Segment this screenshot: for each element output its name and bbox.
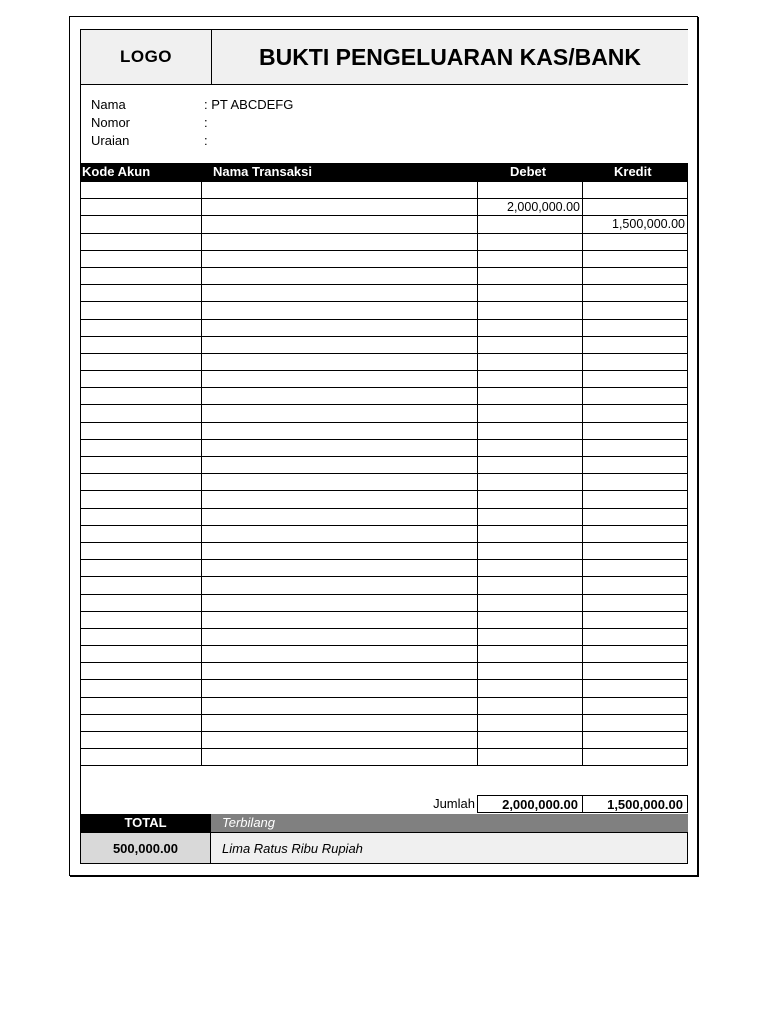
cell-kode[interactable] [81,560,202,577]
cell-nama[interactable] [202,319,478,336]
table-row [81,353,688,370]
page-title: BUKTI PENGELUARAN KAS/BANK [258,43,642,70]
cell-nama[interactable] [202,560,478,577]
table-row [81,611,688,628]
jumlah-kredit: 1,500,000.00 [582,795,688,813]
cell-debet[interactable] [478,542,583,559]
cell-nama[interactable] [202,680,478,697]
cell-debet[interactable] [478,233,583,250]
table-row [81,577,688,594]
cell-kredit[interactable] [583,439,688,456]
cell-kredit[interactable] [583,182,688,199]
cell-kredit[interactable] [583,611,688,628]
table-row [81,749,688,766]
cell-nama[interactable] [202,577,478,594]
cell-kode[interactable] [81,474,202,491]
cell-nama[interactable] [202,714,478,731]
cell-debet[interactable] [478,250,583,267]
cell-kode[interactable] [81,542,202,559]
table-row [81,319,688,336]
cell-kode[interactable] [81,405,202,422]
cell-debet[interactable] [478,646,583,663]
cell-kredit[interactable] [583,577,688,594]
cell-debet[interactable] [478,267,583,284]
cell-debet[interactable] [478,336,583,353]
cell-nama[interactable] [202,388,478,405]
cell-nama[interactable] [202,628,478,645]
table-row [81,732,688,749]
table-row [81,439,688,456]
cell-nama[interactable] [202,594,478,611]
table-header [80,163,688,181]
cell-debet[interactable] [478,611,583,628]
table-row [81,680,688,697]
cell-kode[interactable] [81,680,202,697]
cell-nama[interactable] [202,336,478,353]
cell-kredit[interactable] [583,714,688,731]
cell-nama[interactable] [202,233,478,250]
table-row [81,302,688,319]
cell-kode[interactable] [81,319,202,336]
cell-kredit[interactable] [583,749,688,766]
cell-nama[interactable] [202,491,478,508]
cell-kode[interactable] [81,714,202,731]
column-header-kredit: Kredit [614,164,652,179]
cell-kode[interactable] [81,250,202,267]
table-row [81,405,688,422]
cell-nama[interactable] [202,353,478,370]
cell-kredit[interactable] [583,732,688,749]
table-row [81,250,688,267]
cell-kredit[interactable] [583,336,688,353]
cell-kode[interactable] [81,663,202,680]
total-label: TOTAL [80,814,211,832]
table-row [81,474,688,491]
table-row [81,457,688,474]
cell-kode[interactable] [81,267,202,284]
cell-debet[interactable] [478,457,583,474]
cell-kode[interactable] [81,371,202,388]
cell-debet[interactable] [478,525,583,542]
cell-kode[interactable] [81,457,202,474]
column-header-kode: Kode Akun [82,164,151,179]
cell-kredit[interactable] [583,525,688,542]
cell-debet[interactable] [478,680,583,697]
voucher-header [80,29,688,85]
cell-debet[interactable] [478,577,583,594]
cell-kredit[interactable] [583,405,688,422]
cell-kredit[interactable] [583,371,688,388]
jumlah-debet: 2,000,000.00 [477,795,583,813]
terbilang-value: Lima Ratus Ribu Rupiah [211,832,688,864]
jumlah-label: Jumlah [433,796,475,811]
cell-kredit[interactable] [583,353,688,370]
cell-kode[interactable] [81,611,202,628]
cell-nama[interactable] [202,199,478,216]
column-header-debet: Debet [510,164,547,179]
cell-nama[interactable] [202,267,478,284]
cell-debet[interactable] [478,732,583,749]
cell-nama[interactable] [202,525,478,542]
cell-kode[interactable] [81,646,202,663]
cell-kredit[interactable] [583,422,688,439]
table-row [81,491,688,508]
cell-kode[interactable] [81,439,202,456]
cell-debet[interactable] [478,628,583,645]
cell-nama[interactable] [202,508,478,525]
cell-kredit[interactable] [583,542,688,559]
cell-kode[interactable] [81,697,202,714]
cell-debet[interactable] [478,663,583,680]
table-row [81,646,688,663]
cell-nama[interactable] [202,663,478,680]
cell-nama[interactable] [202,646,478,663]
total-value: 500,000.00 [80,832,211,864]
cell-debet[interactable] [478,319,583,336]
info-label: Nomor [91,115,131,130]
table-row [81,525,688,542]
cell-kode[interactable] [81,491,202,508]
cell-debet[interactable] [478,439,583,456]
cell-kode[interactable] [81,577,202,594]
cell-kredit[interactable] [583,663,688,680]
cell-nama[interactable] [202,216,478,233]
table-row [81,628,688,645]
table-row [81,388,688,405]
cell-kode[interactable] [81,233,202,250]
cell-nama[interactable] [202,302,478,319]
cell-kredit[interactable] [583,474,688,491]
cell-nama[interactable] [202,697,478,714]
cell-debet[interactable] [478,371,583,388]
cell-debet[interactable] [478,749,583,766]
cell-kredit[interactable] [583,457,688,474]
logo: LOGO [81,30,212,84]
cell-kode[interactable] [81,388,202,405]
table-row [81,422,688,439]
info-label: Nama [91,97,126,112]
cell-nama[interactable] [202,542,478,559]
cell-kredit[interactable] [583,697,688,714]
cell-kredit[interactable] [583,250,688,267]
cell-debet[interactable] [478,388,583,405]
cell-nama[interactable] [202,371,478,388]
cell-kode[interactable] [81,628,202,645]
cell-kode[interactable] [81,199,202,216]
cell-kode[interactable] [81,216,202,233]
cell-kredit[interactable] [583,646,688,663]
table-row [81,285,688,302]
cell-debet[interactable] [478,491,583,508]
cell-kode[interactable] [81,525,202,542]
cell-kredit[interactable] [583,560,688,577]
cell-kredit[interactable] [583,491,688,508]
cell-debet[interactable] [478,302,583,319]
info-label: Uraian [91,133,130,148]
cell-nama[interactable] [202,457,478,474]
cell-kode[interactable] [81,732,202,749]
cell-nama[interactable] [202,405,478,422]
cell-debet[interactable] [478,508,583,525]
cell-nama[interactable] [202,182,478,199]
table-row [81,336,688,353]
table-row [81,594,688,611]
cell-kode[interactable] [81,594,202,611]
cell-debet[interactable] [478,285,583,302]
cell-debet[interactable] [478,714,583,731]
cell-nama[interactable] [202,732,478,749]
cell-kode[interactable] [81,336,202,353]
table-row [81,371,688,388]
cell-debet[interactable] [478,182,583,199]
table-row [81,233,688,250]
table-row [81,663,688,680]
cell-debet[interactable] [478,560,583,577]
cell-kredit[interactable] [583,508,688,525]
cell-kode[interactable] [81,422,202,439]
cell-kode[interactable] [81,302,202,319]
cell-debet[interactable] [478,594,583,611]
cell-kredit[interactable] [583,199,688,216]
cell-nama[interactable] [202,439,478,456]
table-row [81,199,688,216]
cell-debet[interactable] [478,216,583,233]
cell-kredit[interactable] [583,680,688,697]
cell-debet[interactable] [478,697,583,714]
cell-debet[interactable] [478,353,583,370]
cell-debet[interactable] [478,422,583,439]
table-row [81,542,688,559]
cell-nama[interactable] [202,749,478,766]
cell-kredit[interactable] [583,628,688,645]
table-row [81,508,688,525]
cell-kode[interactable] [81,182,202,199]
transaction-table [80,181,688,766]
cell-nama[interactable] [202,250,478,267]
info-value: : [204,133,208,148]
jumlah-row [80,795,687,813]
cell-debet[interactable] [478,405,583,422]
cell-kredit[interactable] [583,302,688,319]
table-row [81,216,688,233]
table-row [81,560,688,577]
cell-kredit[interactable] [583,285,688,302]
column-header-nama: Nama Transaksi [213,164,313,179]
cell-kredit[interactable] [583,233,688,250]
cell-debet[interactable]: 2,000,000.00 [478,199,583,216]
cell-kredit[interactable] [583,319,688,336]
table-row [81,267,688,284]
cell-kode[interactable] [81,285,202,302]
info-value: : [204,115,208,130]
table-row [81,182,688,199]
cell-nama[interactable] [202,285,478,302]
cell-debet[interactable] [478,474,583,491]
cell-kredit[interactable] [583,267,688,284]
cell-kredit[interactable] [583,594,688,611]
cell-nama[interactable] [202,422,478,439]
cell-kode[interactable] [81,353,202,370]
cell-kode[interactable] [81,749,202,766]
cell-kode[interactable] [81,508,202,525]
cell-kredit[interactable] [583,388,688,405]
terbilang-label: Terbilang [211,814,688,832]
table-row [81,697,688,714]
cell-kredit[interactable]: 1,500,000.00 [583,216,688,233]
cell-nama[interactable] [202,474,478,491]
table-row [81,714,688,731]
cell-nama[interactable] [202,611,478,628]
info-value: : PT ABCDEFG [204,97,294,112]
